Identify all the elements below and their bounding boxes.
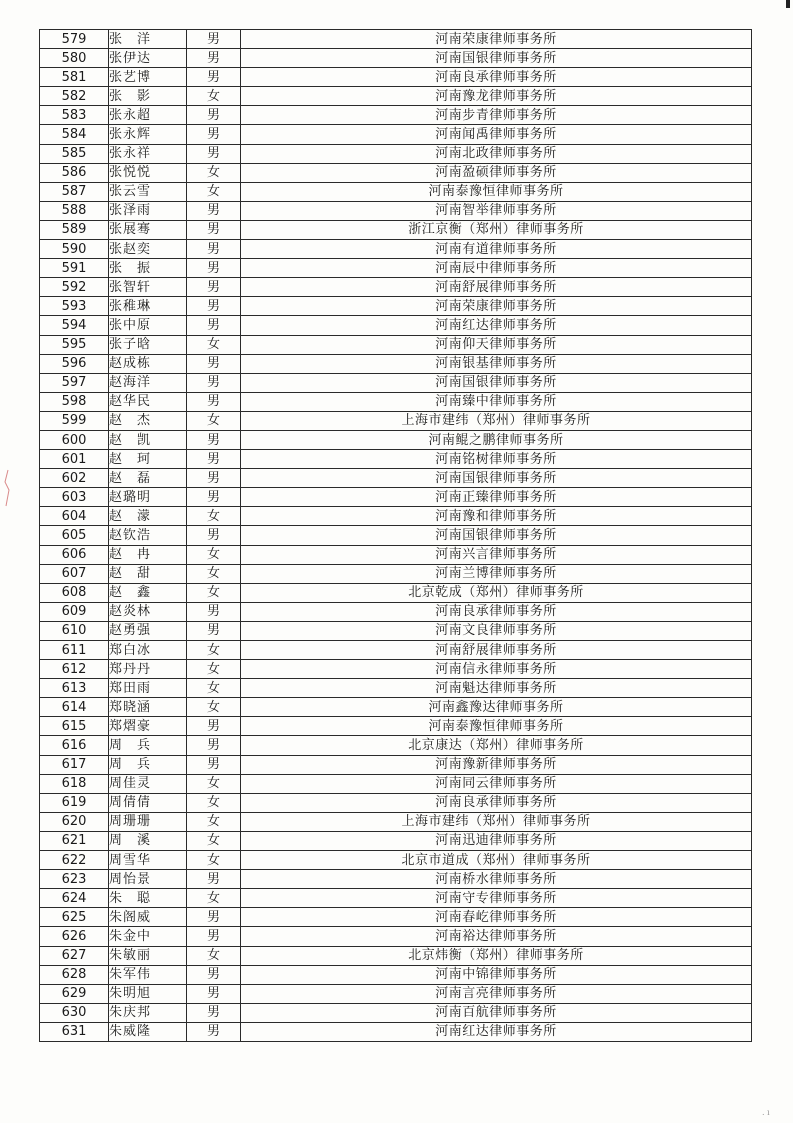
table-row xyxy=(40,259,752,278)
person-name: 张 洋 xyxy=(109,30,187,49)
row-number: 627 xyxy=(40,946,109,965)
law-firm-name: 河南魁达律师事务所 xyxy=(241,679,752,698)
person-name: 朱阁威 xyxy=(109,908,187,927)
row-number: 590 xyxy=(40,240,109,259)
law-firm-name: 河南国银律师事务所 xyxy=(241,526,752,545)
law-firm-name: 河南裕达律师事务所 xyxy=(241,927,752,946)
law-firm-name: 河南仰天律师事务所 xyxy=(241,335,752,354)
row-number: 589 xyxy=(40,220,109,239)
table-row xyxy=(40,278,752,297)
table-row xyxy=(40,679,752,698)
table-row xyxy=(40,564,752,583)
table-row xyxy=(40,545,752,564)
gender: 男 xyxy=(187,488,241,507)
row-number: 594 xyxy=(40,316,109,335)
law-firm-name: 河南良承律师事务所 xyxy=(241,602,752,621)
person-name: 周佳灵 xyxy=(109,774,187,793)
lawyer-roster-table xyxy=(39,29,752,1042)
law-firm-name: 河南豫龙律师事务所 xyxy=(241,87,752,106)
law-firm-name: 河南有道律师事务所 xyxy=(241,240,752,259)
row-number: 580 xyxy=(40,49,109,68)
gender: 男 xyxy=(187,106,241,125)
table-row xyxy=(40,411,752,430)
gender: 男 xyxy=(187,220,241,239)
gender: 女 xyxy=(187,182,241,201)
table-row xyxy=(40,851,752,870)
row-number: 605 xyxy=(40,526,109,545)
law-firm-name: 河南荣康律师事务所 xyxy=(241,297,752,316)
row-number: 609 xyxy=(40,602,109,621)
row-number: 607 xyxy=(40,564,109,583)
row-number: 614 xyxy=(40,698,109,717)
table-row xyxy=(40,984,752,1003)
row-number: 598 xyxy=(40,392,109,411)
person-name: 郑熠豪 xyxy=(109,717,187,736)
person-name: 郑晓涵 xyxy=(109,698,187,717)
law-firm-name: 河南步青律师事务所 xyxy=(241,106,752,125)
person-name: 赵勇强 xyxy=(109,621,187,640)
gender: 男 xyxy=(187,49,241,68)
person-name: 张永超 xyxy=(109,106,187,125)
gender: 男 xyxy=(187,1003,241,1022)
row-number: 626 xyxy=(40,927,109,946)
table-row xyxy=(40,144,752,163)
gender: 男 xyxy=(187,1022,241,1041)
table-row xyxy=(40,335,752,354)
law-firm-name: 北京市道成（郑州）律师事务所 xyxy=(241,851,752,870)
person-name: 张稚琳 xyxy=(109,297,187,316)
gender: 女 xyxy=(187,641,241,660)
gender: 男 xyxy=(187,621,241,640)
law-firm-name: 河南荣康律师事务所 xyxy=(241,30,752,49)
person-name: 赵海洋 xyxy=(109,373,187,392)
person-name: 赵 冉 xyxy=(109,545,187,564)
law-firm-name: 河南国银律师事务所 xyxy=(241,469,752,488)
row-number: 618 xyxy=(40,774,109,793)
corner-scan-mark: . ı xyxy=(762,1108,770,1117)
table-row xyxy=(40,793,752,812)
person-name: 朱军伟 xyxy=(109,965,187,984)
law-firm-name: 河南红达律师事务所 xyxy=(241,316,752,335)
gender: 女 xyxy=(187,163,241,182)
row-number: 615 xyxy=(40,717,109,736)
law-firm-name: 河南鑫豫达律师事务所 xyxy=(241,698,752,717)
person-name: 朱庆邦 xyxy=(109,1003,187,1022)
law-firm-name: 河南泰豫恒律师事务所 xyxy=(241,182,752,201)
table-row xyxy=(40,450,752,469)
law-firm-name: 河南鲲之鹏律师事务所 xyxy=(241,430,752,449)
table-row xyxy=(40,870,752,889)
row-number: 608 xyxy=(40,583,109,602)
person-name: 张智轩 xyxy=(109,278,187,297)
gender: 男 xyxy=(187,469,241,488)
person-name: 张云雪 xyxy=(109,182,187,201)
table-row xyxy=(40,1022,752,1041)
law-firm-name: 河南正臻律师事务所 xyxy=(241,488,752,507)
law-firm-name: 上海市建纬（郑州）律师事务所 xyxy=(241,411,752,430)
law-firm-name: 河南红达律师事务所 xyxy=(241,1022,752,1041)
person-name: 赵钦浩 xyxy=(109,526,187,545)
scan-edge-mark xyxy=(786,0,790,8)
row-number: 581 xyxy=(40,68,109,87)
gender: 男 xyxy=(187,144,241,163)
table-row xyxy=(40,946,752,965)
person-name: 周珊珊 xyxy=(109,812,187,831)
person-name: 张 影 xyxy=(109,87,187,106)
table-row xyxy=(40,889,752,908)
person-name: 赵 磊 xyxy=(109,469,187,488)
gender: 女 xyxy=(187,793,241,812)
row-number: 592 xyxy=(40,278,109,297)
table-row xyxy=(40,583,752,602)
law-firm-name: 河南臻中律师事务所 xyxy=(241,392,752,411)
law-firm-name: 北京康达（郑州）律师事务所 xyxy=(241,736,752,755)
person-name: 赵 珂 xyxy=(109,450,187,469)
gender: 男 xyxy=(187,316,241,335)
gender: 女 xyxy=(187,583,241,602)
person-name: 郑田雨 xyxy=(109,679,187,698)
gender: 男 xyxy=(187,984,241,1003)
law-firm-name: 河南中锦律师事务所 xyxy=(241,965,752,984)
law-firm-name: 河南铭树律师事务所 xyxy=(241,450,752,469)
table-row xyxy=(40,373,752,392)
person-name: 赵 濛 xyxy=(109,507,187,526)
row-number: 620 xyxy=(40,812,109,831)
person-name: 张伊达 xyxy=(109,49,187,68)
person-name: 周雪华 xyxy=(109,851,187,870)
table-row xyxy=(40,316,752,335)
gender: 男 xyxy=(187,30,241,49)
table-row xyxy=(40,641,752,660)
law-firm-name: 河南豫新律师事务所 xyxy=(241,755,752,774)
gender: 女 xyxy=(187,679,241,698)
person-name: 赵 甜 xyxy=(109,564,187,583)
table-row xyxy=(40,430,752,449)
gender: 男 xyxy=(187,278,241,297)
law-firm-name: 河南智举律师事务所 xyxy=(241,201,752,220)
row-number: 622 xyxy=(40,851,109,870)
table-row xyxy=(40,30,752,49)
table-row xyxy=(40,812,752,831)
gender: 男 xyxy=(187,68,241,87)
roster-body xyxy=(40,30,752,1042)
law-firm-name: 河南桥水律师事务所 xyxy=(241,870,752,889)
table-row xyxy=(40,927,752,946)
margin-scratch-mark xyxy=(2,468,12,508)
table-row xyxy=(40,908,752,927)
table-row xyxy=(40,736,752,755)
gender: 男 xyxy=(187,717,241,736)
table-row xyxy=(40,125,752,144)
law-firm-name: 河南百航律师事务所 xyxy=(241,1003,752,1022)
person-name: 朱明旭 xyxy=(109,984,187,1003)
person-name: 赵 鑫 xyxy=(109,583,187,602)
person-name: 赵华民 xyxy=(109,392,187,411)
table-row xyxy=(40,163,752,182)
law-firm-name: 河南豫和律师事务所 xyxy=(241,507,752,526)
row-number: 630 xyxy=(40,1003,109,1022)
person-name: 张展骞 xyxy=(109,220,187,239)
row-number: 621 xyxy=(40,831,109,850)
row-number: 583 xyxy=(40,106,109,125)
person-name: 赵璐明 xyxy=(109,488,187,507)
person-name: 赵成栋 xyxy=(109,354,187,373)
law-firm-name: 河南舒展律师事务所 xyxy=(241,641,752,660)
row-number: 588 xyxy=(40,201,109,220)
person-name: 郑丹丹 xyxy=(109,660,187,679)
person-name: 张泽雨 xyxy=(109,201,187,220)
row-number: 624 xyxy=(40,889,109,908)
table-row xyxy=(40,526,752,545)
gender: 男 xyxy=(187,297,241,316)
row-number: 595 xyxy=(40,335,109,354)
gender: 男 xyxy=(187,201,241,220)
table-row xyxy=(40,182,752,201)
gender: 男 xyxy=(187,240,241,259)
row-number: 585 xyxy=(40,144,109,163)
gender: 男 xyxy=(187,125,241,144)
row-number: 584 xyxy=(40,125,109,144)
person-name: 朱威隆 xyxy=(109,1022,187,1041)
row-number: 597 xyxy=(40,373,109,392)
law-firm-name: 河南文良律师事务所 xyxy=(241,621,752,640)
gender: 女 xyxy=(187,87,241,106)
person-name: 赵 杰 xyxy=(109,411,187,430)
law-firm-name: 河南辰中律师事务所 xyxy=(241,259,752,278)
gender: 女 xyxy=(187,774,241,793)
law-firm-name: 河南迅迪律师事务所 xyxy=(241,831,752,850)
row-number: 599 xyxy=(40,411,109,430)
person-name: 周倩倩 xyxy=(109,793,187,812)
table-row xyxy=(40,297,752,316)
row-number: 617 xyxy=(40,755,109,774)
table-row xyxy=(40,240,752,259)
table-row xyxy=(40,68,752,87)
row-number: 602 xyxy=(40,469,109,488)
table-row xyxy=(40,965,752,984)
table-row xyxy=(40,220,752,239)
gender: 女 xyxy=(187,660,241,679)
law-firm-name: 河南国银律师事务所 xyxy=(241,49,752,68)
row-number: 613 xyxy=(40,679,109,698)
table-row xyxy=(40,1003,752,1022)
row-number: 629 xyxy=(40,984,109,1003)
gender: 男 xyxy=(187,430,241,449)
table-row xyxy=(40,717,752,736)
person-name: 赵 凯 xyxy=(109,430,187,449)
law-firm-name: 河南守专律师事务所 xyxy=(241,889,752,908)
row-number: 612 xyxy=(40,660,109,679)
person-name: 朱敏丽 xyxy=(109,946,187,965)
table-row xyxy=(40,698,752,717)
law-firm-name: 河南言亮律师事务所 xyxy=(241,984,752,1003)
table-row xyxy=(40,87,752,106)
table-row xyxy=(40,488,752,507)
law-firm-name: 浙江京衡（郑州）律师事务所 xyxy=(241,220,752,239)
person-name: 周 兵 xyxy=(109,755,187,774)
person-name: 赵炎林 xyxy=(109,602,187,621)
person-name: 朱 聪 xyxy=(109,889,187,908)
gender: 女 xyxy=(187,946,241,965)
gender: 男 xyxy=(187,450,241,469)
gender: 女 xyxy=(187,507,241,526)
person-name: 张赵奕 xyxy=(109,240,187,259)
table-row xyxy=(40,774,752,793)
law-firm-name: 河南北政律师事务所 xyxy=(241,144,752,163)
person-name: 周怡景 xyxy=(109,870,187,889)
law-firm-name: 河南盈硕律师事务所 xyxy=(241,163,752,182)
law-firm-name: 北京乾成（郑州）律师事务所 xyxy=(241,583,752,602)
row-number: 596 xyxy=(40,354,109,373)
row-number: 600 xyxy=(40,430,109,449)
gender: 女 xyxy=(187,564,241,583)
row-number: 593 xyxy=(40,297,109,316)
table-row xyxy=(40,660,752,679)
gender: 男 xyxy=(187,259,241,278)
table-row xyxy=(40,507,752,526)
table-row xyxy=(40,831,752,850)
gender: 女 xyxy=(187,335,241,354)
person-name: 张永辉 xyxy=(109,125,187,144)
row-number: 606 xyxy=(40,545,109,564)
gender: 女 xyxy=(187,889,241,908)
law-firm-name: 河南信永律师事务所 xyxy=(241,660,752,679)
row-number: 623 xyxy=(40,870,109,889)
gender: 男 xyxy=(187,736,241,755)
gender: 男 xyxy=(187,602,241,621)
law-firm-name: 河南闻禹律师事务所 xyxy=(241,125,752,144)
row-number: 611 xyxy=(40,641,109,660)
row-number: 628 xyxy=(40,965,109,984)
gender: 男 xyxy=(187,755,241,774)
row-number: 610 xyxy=(40,621,109,640)
law-firm-name: 河南兴言律师事务所 xyxy=(241,545,752,564)
gender: 女 xyxy=(187,698,241,717)
law-firm-name: 上海市建纬（郑州）律师事务所 xyxy=(241,812,752,831)
law-firm-name: 河南舒展律师事务所 xyxy=(241,278,752,297)
person-name: 周 溪 xyxy=(109,831,187,850)
gender: 男 xyxy=(187,354,241,373)
person-name: 张永祥 xyxy=(109,144,187,163)
person-name: 张悦悦 xyxy=(109,163,187,182)
row-number: 625 xyxy=(40,908,109,927)
row-number: 631 xyxy=(40,1022,109,1041)
table-row xyxy=(40,354,752,373)
law-firm-name: 河南泰豫恒律师事务所 xyxy=(241,717,752,736)
row-number: 619 xyxy=(40,793,109,812)
gender: 女 xyxy=(187,851,241,870)
person-name: 朱金中 xyxy=(109,927,187,946)
law-firm-name: 河南良承律师事务所 xyxy=(241,68,752,87)
law-firm-name: 河南良承律师事务所 xyxy=(241,793,752,812)
gender: 男 xyxy=(187,373,241,392)
law-firm-name: 河南春屹律师事务所 xyxy=(241,908,752,927)
law-firm-name: 河南兰博律师事务所 xyxy=(241,564,752,583)
table-row xyxy=(40,201,752,220)
gender: 男 xyxy=(187,927,241,946)
person-name: 张子晗 xyxy=(109,335,187,354)
row-number: 603 xyxy=(40,488,109,507)
table-row xyxy=(40,621,752,640)
row-number: 604 xyxy=(40,507,109,526)
person-name: 张 振 xyxy=(109,259,187,278)
gender: 男 xyxy=(187,392,241,411)
row-number: 582 xyxy=(40,87,109,106)
person-name: 郑白冰 xyxy=(109,641,187,660)
table-row xyxy=(40,392,752,411)
table-row xyxy=(40,469,752,488)
gender: 男 xyxy=(187,870,241,889)
gender: 女 xyxy=(187,812,241,831)
row-number: 591 xyxy=(40,259,109,278)
table-row xyxy=(40,49,752,68)
person-name: 张艺博 xyxy=(109,68,187,87)
table-row xyxy=(40,602,752,621)
person-name: 张中原 xyxy=(109,316,187,335)
table-row xyxy=(40,106,752,125)
row-number: 587 xyxy=(40,182,109,201)
gender: 男 xyxy=(187,526,241,545)
law-firm-name: 北京炜衡（郑州）律师事务所 xyxy=(241,946,752,965)
row-number: 586 xyxy=(40,163,109,182)
gender: 男 xyxy=(187,965,241,984)
table-row xyxy=(40,755,752,774)
gender: 女 xyxy=(187,545,241,564)
law-firm-name: 河南国银律师事务所 xyxy=(241,373,752,392)
law-firm-name: 河南银基律师事务所 xyxy=(241,354,752,373)
row-number: 601 xyxy=(40,450,109,469)
law-firm-name: 河南同云律师事务所 xyxy=(241,774,752,793)
gender: 女 xyxy=(187,411,241,430)
gender: 男 xyxy=(187,908,241,927)
row-number: 579 xyxy=(40,30,109,49)
row-number: 616 xyxy=(40,736,109,755)
gender: 女 xyxy=(187,831,241,850)
person-name: 周 兵 xyxy=(109,736,187,755)
